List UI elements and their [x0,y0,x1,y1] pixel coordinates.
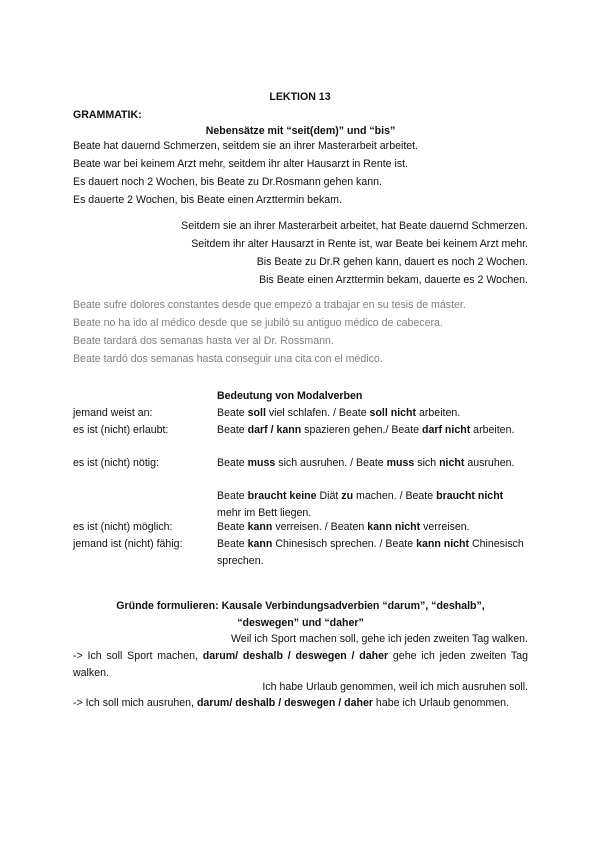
german-sentence: Es dauert noch 2 Wochen, bis Beate zu Dr.Rosmann gehen kann. [73,176,382,188]
inverted-sentence: Seitdem ihr alter Hausarzt in Rente ist, war Beate bei keinem Arzt mehr. [191,238,528,250]
bold-text-run: darf / kann [247,424,302,436]
spanish-translations [73,296,466,368]
section3-heading-line2: “deswegen” und “daher” [237,617,364,629]
spanish-sentence: Beate tardará dos semanas hasta ver al Dr. Rossmann. [73,335,334,347]
text-run: spazieren gehen./ Beate [301,424,422,436]
bold-text-run: darum/ deshalb / deswegen / daher [202,650,389,662]
german-sentence: Es dauerte 2 Wochen, bis Beate einen Arzttermin bekam. [73,194,342,206]
spanish-sentence: Beate sufre dolores constantes desde que empezó a trabajar en su tesis de máster. [73,299,466,311]
bold-text-run: braucht keine [247,490,317,502]
text-run: ausruhen. [464,457,515,469]
spanish-sentence: Beate no ha ido al médico desde que se jubiló su antiguo médico de cabecera. [73,317,443,329]
text-run: -> Ich soll Sport machen, [73,650,203,662]
bold-text-run: soll [247,407,266,419]
text-run: sich ausruhen. / Beate [275,457,387,469]
text-run: Beate [217,490,248,502]
text-run: sich [414,457,440,469]
grammatik-label: GRAMMATIK: [73,109,142,121]
text-run: arbeiten. [416,407,461,419]
german-sentences [73,137,418,209]
text-run: viel schlafen. / Beate [265,407,370,419]
bold-text-run: nicht [439,457,465,469]
text-run: machen. / Beate [353,490,437,502]
modal-example [217,455,527,472]
bold-text-run: muss [247,457,276,469]
text-run: verreisen. / Beaten [272,521,368,533]
inverted-sentence: Bis Beate zu Dr.R gehen kann, dauert es noch 2 Wochen. [256,256,528,268]
text-run: gehe ich jeden zweiten Tag walken. [73,650,528,679]
bold-text-run: kann [247,538,273,550]
text-run: habe ich Urlaub genommen. [372,697,510,709]
section2-heading: Bedeutung von Modalverben [217,390,363,402]
modal-example [217,488,527,521]
bold-text-run: braucht nicht [436,490,504,502]
bold-text-run: darum/ deshalb / deswegen / daher [196,697,373,709]
section3-heading-line1: Gründe formulieren: Kausale Verbindungsadverbien “darum”, “deshalb”, [116,600,485,612]
text-run: Beate [217,424,248,436]
modal-label: jemand ist (nicht) fähig: [73,538,183,550]
example1-transformation [73,648,528,682]
text-run: Chinesisch sprechen. [217,538,524,567]
spanish-sentence: Beate tardó dos semanas hasta conseguir una cita con el médico. [73,353,383,365]
text-run: arbeiten. [470,424,515,436]
bold-text-run: zu [341,490,354,502]
german-sentence: Beate hat dauernd Schmerzen, seitdem sie an ihrer Masterarbeit arbeitet. [73,140,419,152]
text-run: Beate [217,407,248,419]
text-run: Beate [217,521,248,533]
modal-example [217,536,527,569]
bold-text-run: kann [247,521,273,533]
inverted-sentences [73,217,528,289]
text-run: mehr im Bett liegen. [217,506,312,519]
inverted-sentence: Seitdem sie an ihrer Masterarbeit arbeitet, hat Beate dauernd Schmerzen. [181,220,528,232]
text-run: Beate [217,538,248,550]
example2-sentence: Ich habe Urlaub genommen, weil ich mich ausruhen soll. [262,681,528,693]
modal-label: jemand weist an: [73,407,153,419]
text-run: Diät [316,490,342,502]
section1-heading: Nebensätze mit “seit(dem)” und “bis” [205,125,396,137]
bold-text-run: soll nicht [369,407,417,419]
example2-transformation [73,695,528,712]
modal-label: es ist (nicht) möglich: [73,521,173,533]
bold-text-run: kann nicht [416,538,470,550]
text-run: -> Ich soll mich ausruhen, [73,697,197,709]
bold-text-run: muss [386,457,415,469]
modal-label: es ist (nicht) nötig: [73,457,159,469]
modal-label: es ist (nicht) erlaubt: [73,424,169,436]
bold-text-run: darf nicht [421,424,471,436]
example1-sentence: Weil ich Sport machen soll, gehe ich jeden zweiten Tag walken. [231,633,528,645]
text-run: verreisen. [420,521,470,533]
modal-example [217,519,527,536]
text-run: Beate [217,457,248,469]
modal-example [217,422,527,439]
german-sentence: Beate war bei keinem Arzt mehr, seitdem ihr alter Hausarzt in Rente ist. [73,158,409,170]
modal-example [217,405,527,422]
text-run: Chinesisch sprechen. / Beate [272,538,417,550]
inverted-sentence: Bis Beate einen Arzttermin bekam, dauerte es 2 Wochen. [259,274,528,286]
lesson-title: LEKTION 13 [269,91,331,103]
bold-text-run: kann nicht [367,521,421,533]
